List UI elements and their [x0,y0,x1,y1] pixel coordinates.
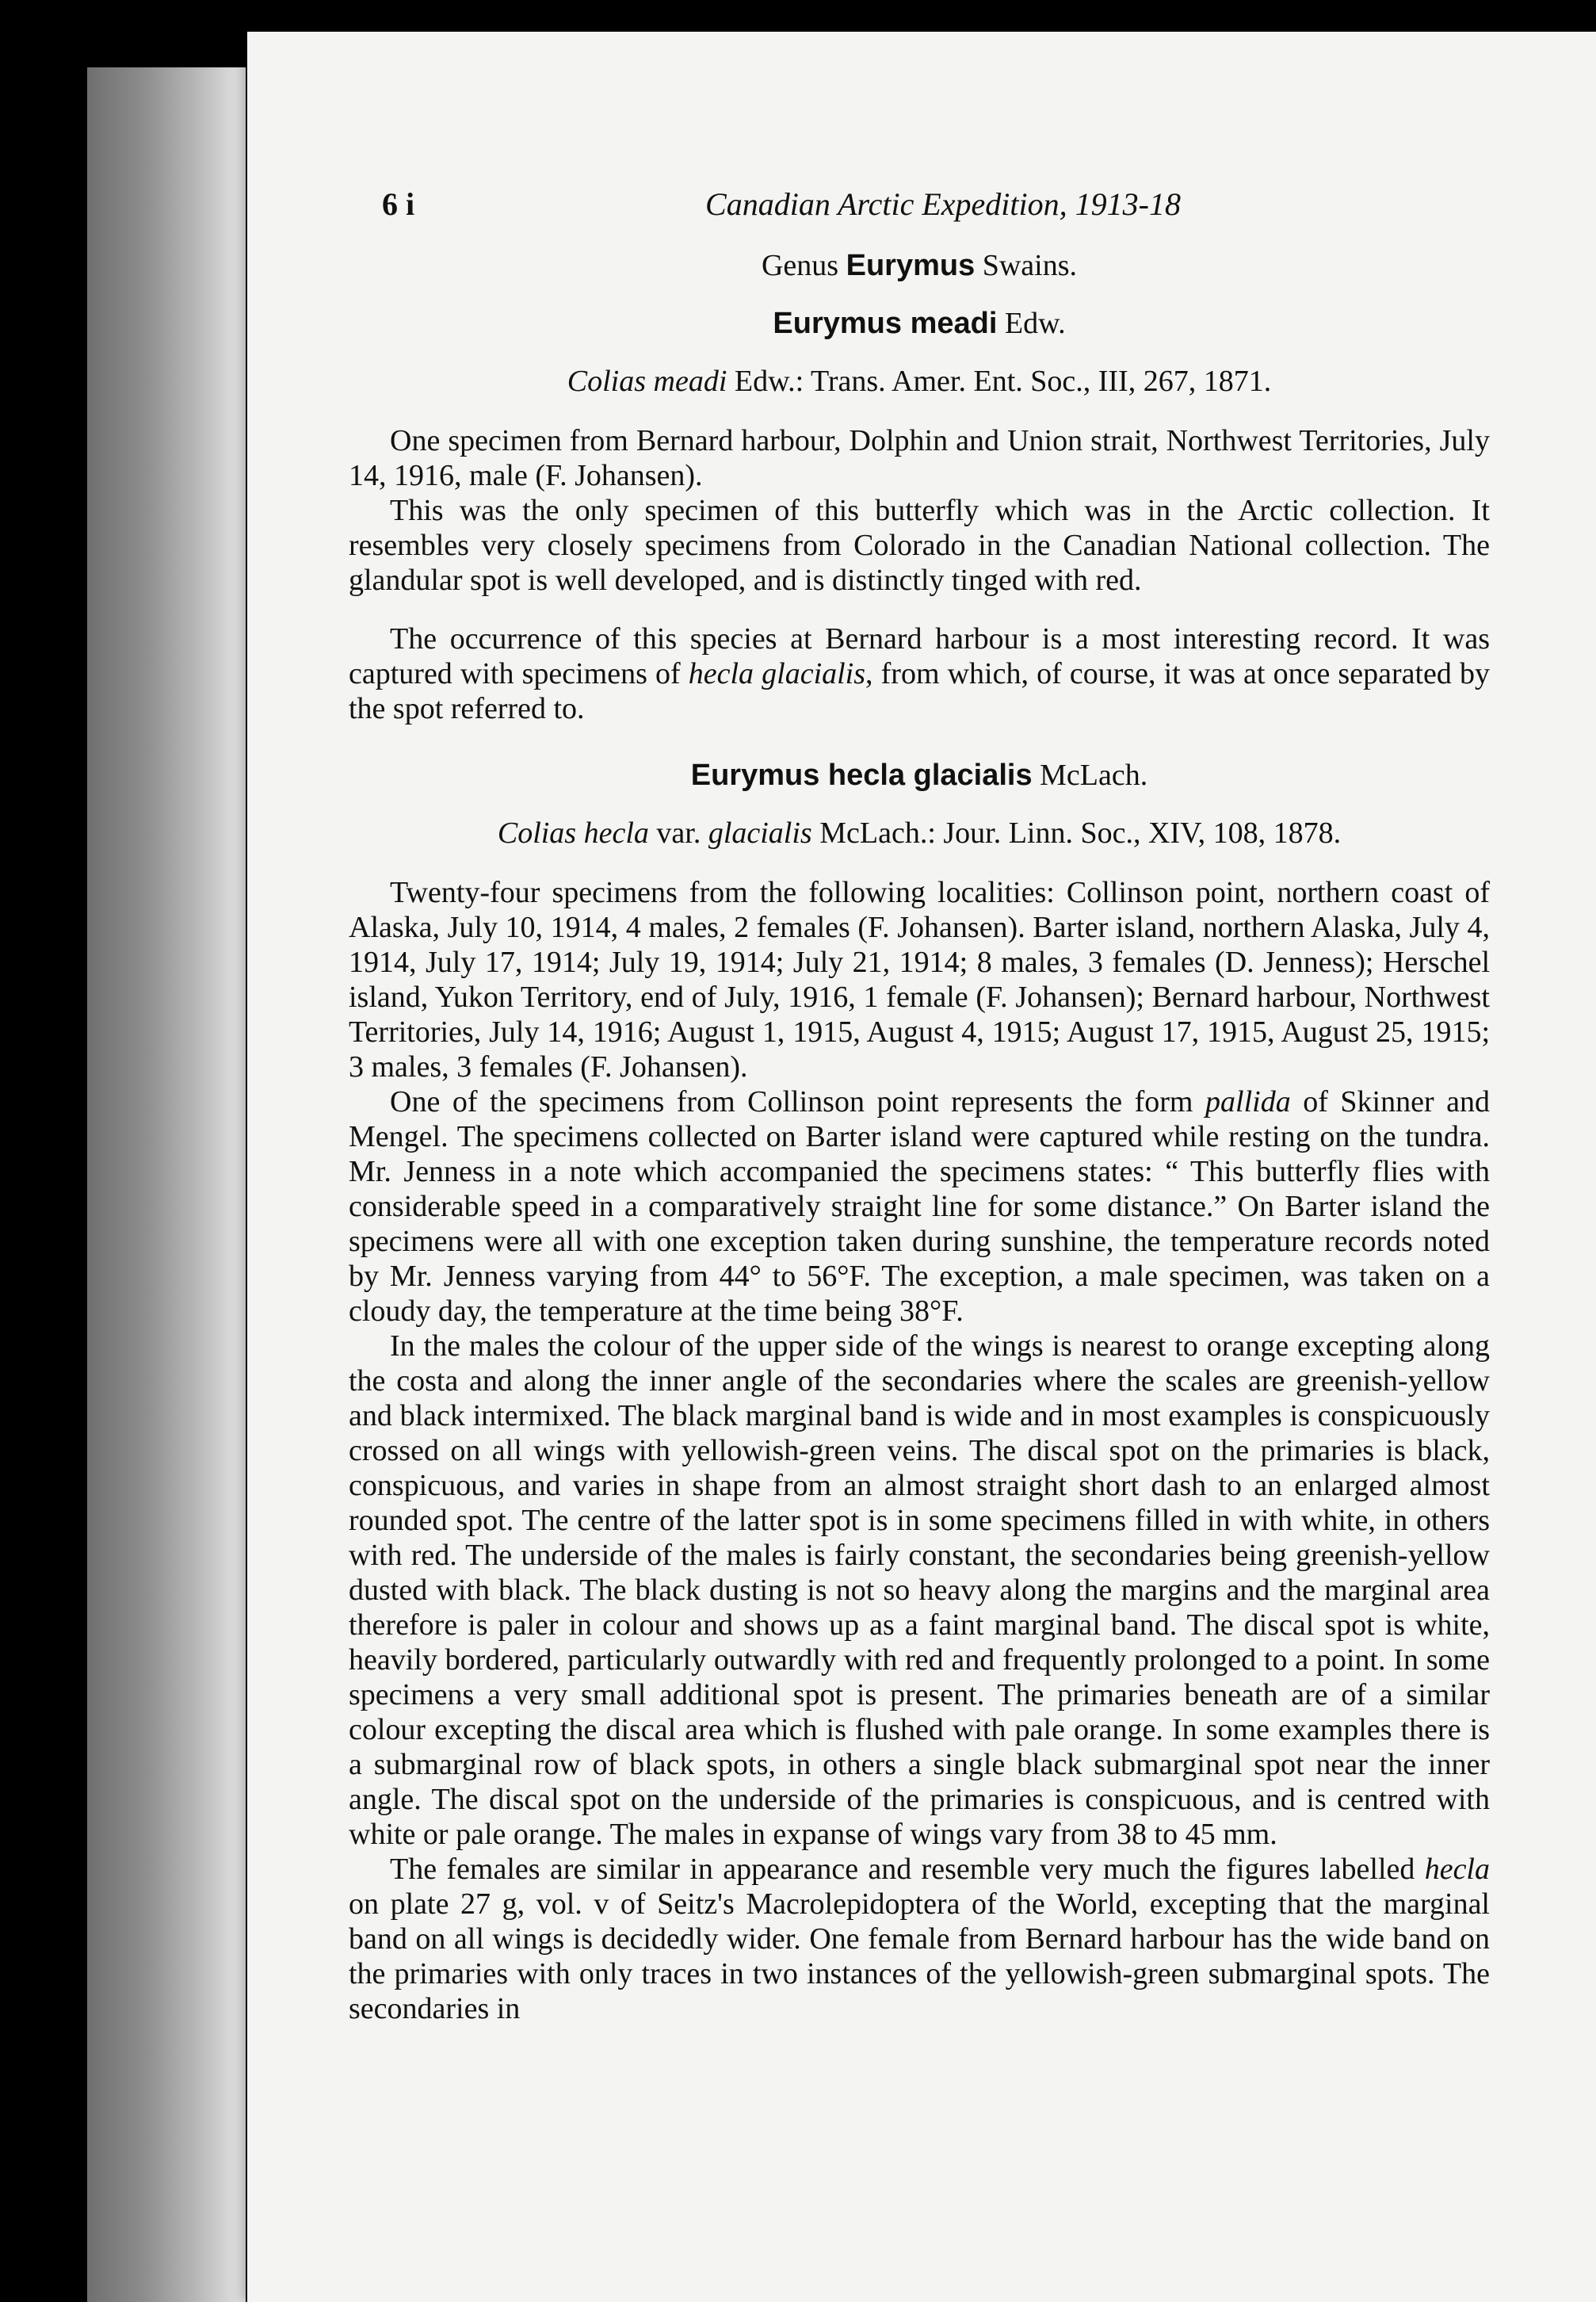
paragraph-meadi-3-italic: hecla glacialis [688,657,866,690]
reference-text-meadi: Edw.: Trans. Amer. Ent. Soc., III, 267, 1871. [734,365,1272,398]
reference-var-hecla: var. [656,816,701,850]
species-author-hecla: McLach. [1040,759,1148,792]
reference-hecla [349,816,1490,851]
running-head [349,186,1490,234]
species-heading-hecla [349,758,1490,793]
page-text [349,186,1490,2026]
paragraph-hecla-4 [349,1852,1490,2026]
genus-heading [349,248,1490,284]
paragraph-hecla-3: In the males the colour of the upper side of the wings is nearest to orange excepting along the costa and along the inner angle of the secondaries where the scales are greenish-yellow and black intermixed. The black marginal band is wide and in most examples is conspicuously crossed on all wings with yellowish-green veins. The discal spot on the primaries is black, conspicuous, and varies in shape from an almost straight short dash to an enlarged almost rounded spot. The centre of the latter spot is in some specimens filled in with white, in others with red. The underside of the males is fairly constant, the secondaries being greenish-yellow dusted with black. The black dusting is not so heavy along the margins and the marginal area therefore is paler in colour and shows up as a faint marginal band. The discal spot is white, heavily bordered, particularly outwardly with red and frequently prolonged to a point. In some specimens a very small additional spot is present. The primaries beneath are of a similar colour excepting the discal area which is flushed with pale orange. In some examples there is a submarginal row of black spots, in others a single black submarginal spot near the inner angle. The discal spot on the underside of the primaries is conspicuous, and is centred with white or pale orange. The males in expanse of wings vary from 38 to 45 mm. [349,1329,1490,1851]
reference-name-hecla-2: glacialis [708,816,812,850]
paragraph-hecla-2 [349,1084,1490,1329]
species-name-hecla: Eurymus hecla glacialis [690,759,1033,792]
reference-name-hecla-1: Colias hecla [497,816,649,850]
species-name-meadi: Eurymus meadi [773,307,998,340]
genus-author: Swains. [982,249,1078,282]
genus-name: Eurymus [846,249,976,282]
genus-prefix: Genus [761,249,839,282]
running-title: Canadian Arctic Expedition, 1913-18 [705,186,1181,222]
page-number: 6 i [382,186,415,222]
species-heading-meadi [349,306,1490,342]
paragraph-hecla-4-italic: hecla [1424,1853,1490,1886]
paragraph-meadi-3-after: , from which, of course, it was at once separated by the spot referred to. [349,657,1490,725]
reference-name-meadi: Colias meadi [567,365,727,398]
paragraph-hecla-1: Twenty-four specimens from the following localities: Collinson point, northern coast of Alaska, July 10, 1914, 4 males, 2 females (F. Johansen). Barter island, northern Alaska, July 4, 1914, July 17, 1914; July 19, 1914; July 21, 1914; 8 males, 3 females (D. Jenness); Herschel island, Yukon Territory, end of July, 1916, 1 female (F. Johansen); Bernard harbour, Northwest Territories, July 14, 1916; August 1, 1915, August 4, 1915; August 17, 1915, August 25, 1915; 3 males, 3 females (F. Johansen). [349,876,1490,1084]
reference-text-hecla: McLach.: Jour. Linn. Soc., XIV, 108, 1878. [819,816,1342,850]
paragraph-meadi-2: This was the only specimen of this butterfly which was in the Arctic collection. It resembles very closely specimens from Colorado in the Canadian National collection. The glandular spot is well developed, and is distinctly tinged with red. [349,494,1490,597]
paragraph-meadi-3 [349,621,1490,726]
paragraph-meadi-3-before: The occurrence of this species at Bernard harbour is a most interesting record. It was captured with specimens of [349,622,1490,690]
page-edge-shadow [87,67,246,2302]
paragraph-hecla-2-after: of Skinner and Mengel. The specimens collected on Barter island were captured while resting on the tundra. Mr. Jenness in a note which accompanied the specimens states: “ This butterfly flies with considerable speed in a comparatively straight line for some distance.” On Barter island the specimens were all with one exception taken during sunshine, the temperature records noted by Mr. Jenness varying from 44° to 56°F. The exception, a male specimen, was taken on a cloudy day, the temperature at the time being 38°F. [349,1085,1491,1328]
paragraph-hecla-4-before: The females are similar in appearance and resemble very much the figures labelled [390,1853,1425,1886]
paragraph-hecla-2-before: One of the specimens from Collinson point represents the form [390,1085,1206,1118]
species-author-meadi: Edw. [1004,307,1066,340]
paragraph-hecla-4-after: on plate 27 g, vol. v of Seitz's Macrolepidoptera of the World, excepting that the marginal band on all wings is decidedly wider. One female from Bernard harbour has the wide band on the primaries with only traces in two instances of the yellowish-green submarginal spots. The secondaries in [349,1887,1490,2025]
paragraph-hecla-2-italic: pallida [1205,1085,1291,1118]
paragraph-meadi-1: One specimen from Bernard harbour, Dolphin and Union strait, Northwest Territories, July 14, 1916, male (F. Johansen). [349,424,1490,492]
reference-meadi [349,364,1490,400]
